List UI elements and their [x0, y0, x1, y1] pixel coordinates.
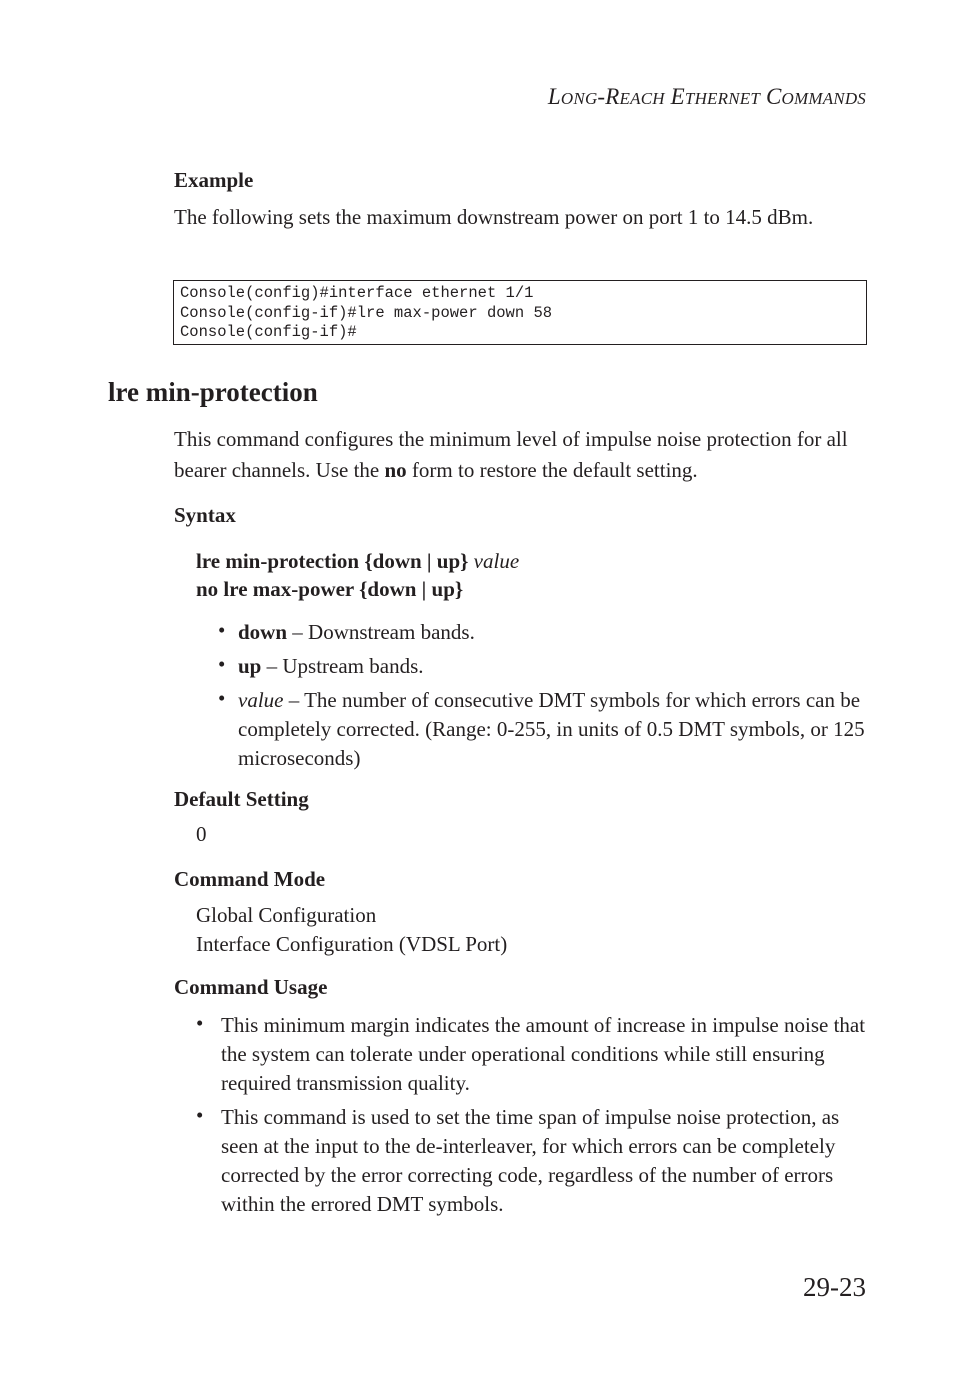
code-text: Console(config)#interface ethernet 1/1 Console(config-if)#lre max-power down 58 Console(config-if)#: [180, 284, 553, 341]
syntax-heading: Syntax: [174, 503, 236, 527]
usage-item: This minimum margin indicates the amount of increase in impulse noise that the system can tolerate under operational conditions while still ensuring required transmission quality.: [221, 1013, 866, 1095]
command-title: lre min-protection: [108, 377, 318, 407]
param-term: down: [238, 620, 288, 644]
param-desc: – Downstream bands.: [287, 620, 475, 644]
running-head-cap: -R: [597, 84, 620, 109]
param-item: [238, 618, 868, 647]
default-setting-heading: Default Setting: [174, 787, 309, 811]
bullet-icon: •: [196, 1011, 204, 1035]
example-text: The following sets the maximum downstream power on port 1 to 14.5 dBm.: [174, 205, 814, 229]
usage-item: This command is used to set the time span of impulse noise protection, as seen at the input to the de-interleaver, for which errors can be completely corrected by the error correcting code, regardless of the number of errors within the errored DMT symbols.: [221, 1105, 840, 1216]
param-term: value: [238, 688, 284, 712]
description-keyword: no: [384, 458, 407, 482]
bullet-icon: •: [196, 1103, 204, 1127]
param-desc: – The number of consecutive DMT symbols for which errors can be completely corrected. (Range: 0-255, in units of 0.5 DMT symbols, or 125 microseconds): [238, 688, 865, 770]
code-example: [173, 280, 867, 345]
command-description: [174, 424, 874, 486]
running-head-smallcaps: THERNET: [684, 89, 760, 108]
syntax-command: lre min-protection {down | up}: [196, 549, 469, 573]
command-mode-item: Interface Configuration (VDSL Port): [196, 932, 508, 956]
running-head-cap: L: [547, 84, 561, 109]
running-head: [548, 84, 866, 110]
command-usage-heading: Command Usage: [174, 975, 328, 999]
running-head-smallcaps: OMMANDS: [781, 89, 866, 108]
bullet-icon: •: [218, 618, 226, 642]
command-mode-item: Global Configuration: [196, 903, 377, 927]
description-text: This command configures the minimum level of impulse noise protection for all bearer channels. Use the: [174, 427, 848, 482]
default-setting-value: 0: [196, 822, 207, 846]
running-head-cap: E: [664, 84, 685, 109]
param-term: up: [238, 654, 262, 678]
syntax-line-1: [196, 549, 519, 574]
running-head-smallcaps: EACH: [619, 89, 665, 108]
running-head-cap: C: [760, 84, 782, 109]
page-number: 29-23: [803, 1272, 866, 1302]
example-heading: Example: [174, 168, 254, 192]
bullet-icon: •: [218, 686, 226, 710]
description-text-end: form to restore the default setting.: [406, 458, 698, 482]
command-mode-heading: Command Mode: [174, 867, 326, 891]
param-item: [238, 686, 868, 773]
syntax-line-2: no lre max-power {down | up}: [196, 577, 464, 601]
running-head-smallcaps: ONG: [560, 89, 598, 108]
bullet-icon: •: [218, 652, 226, 676]
syntax-param: value: [473, 549, 520, 573]
param-item: [238, 652, 868, 681]
param-desc: – Upstream bands.: [261, 654, 424, 678]
